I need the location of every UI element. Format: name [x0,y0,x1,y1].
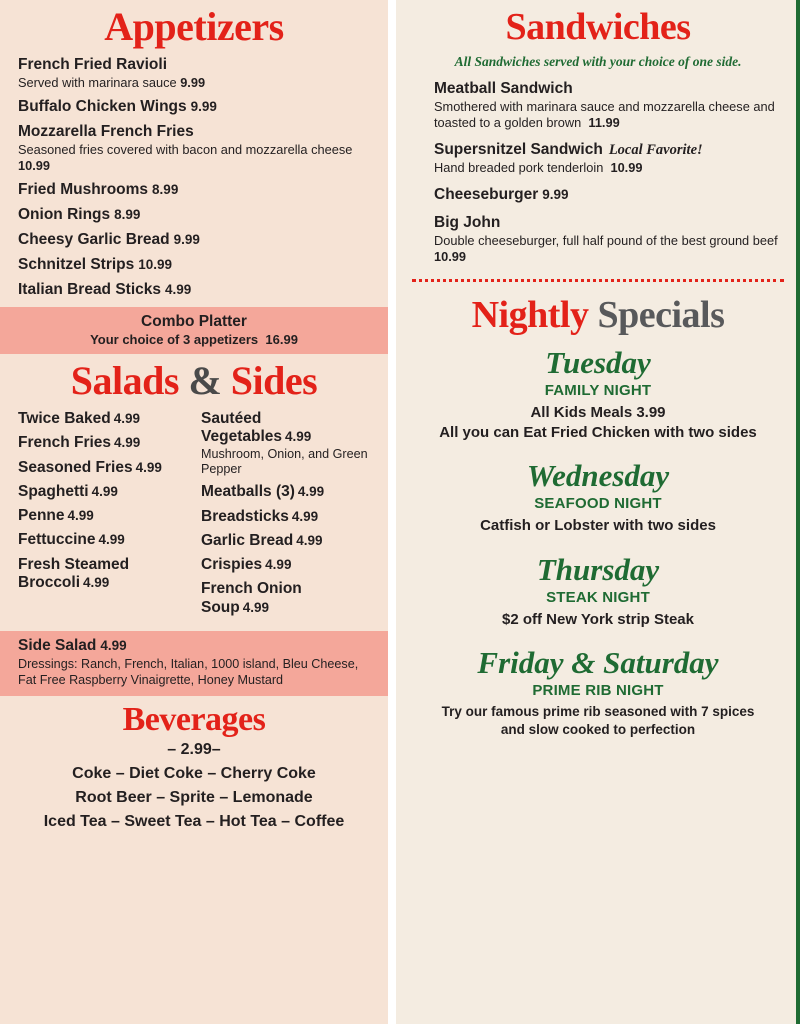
menu-item [18,281,370,299]
item-name: Seasoned Fries [18,458,133,476]
item-price: 4.99 [98,532,125,548]
beverages-line: Iced Tea – Sweet Tea – Hot Tea – Coffee [43,813,345,831]
item-price: 9.99 [180,75,206,90]
item-name: French Fries [18,434,112,452]
menu-item [201,580,370,617]
menu-item [18,410,187,428]
item-name: Meatballs (3) [201,483,295,501]
menu-item [201,410,370,477]
side-salad-callout [0,631,388,696]
menu-item [201,483,370,501]
special-day: Tuesday [545,344,651,380]
item-name: Onion Rings [18,205,111,223]
beverages-heading: Beverages [122,700,266,738]
beverages-line: Root Beer – Sprite – Lemonade [75,789,313,807]
menu-item [18,56,370,91]
item-price: 10.99 [18,157,51,173]
item-price: 4.99 [100,637,127,653]
item-name: Side Salad [18,636,97,654]
menu-item [434,186,784,204]
menu-item [18,507,187,525]
item-desc: Dressings: Ranch, French, Italian, 1000 island, Bleu Cheese, Fat Free Raspberry Vinaigrette, Honey Mustard [18,656,359,688]
item-desc: Smothered with marinara sauce and mozzarella cheese and toasted to a golden brown 11.99 [434,98,775,130]
item-name: Mozzarella French Fries [18,122,194,140]
item-price: 4.99 [242,599,270,615]
menu-item [18,556,187,593]
sandwiches-heading: Sandwiches [505,6,691,48]
item-price: 4.99 [114,435,141,451]
combo-platter-callout [0,307,388,354]
item-name: Fried Mushrooms [18,180,149,198]
menu-item [18,434,187,452]
item-name: Big John [434,213,501,231]
dotted-divider [412,279,784,282]
item-price: 4.99 [83,574,110,590]
item-name: French Onion Soup [201,580,302,616]
special-thursday [412,553,784,630]
special-day: Thursday [536,551,660,587]
menu-item [434,141,784,176]
menu-item [18,181,370,199]
menu-item [18,483,187,501]
special-line: Catfish or Lobster with two sides [480,517,716,535]
item-price: 4.99 [285,429,312,445]
item-desc: Hand breaded pork tenderloin 10.99 [434,159,643,175]
item-name: Fettuccine [18,531,96,549]
item-name: Breadsticks [201,507,289,525]
special-friday-saturday [412,646,784,740]
item-price: 9.99 [190,98,217,114]
item-price: 4.99 [91,483,118,499]
nightly-specials-heading: Nightly Specials [471,293,725,336]
item-desc: Seasoned fries covered with bacon and mozzarella cheese 10.99 [18,141,353,173]
menu-item [18,123,370,174]
item-price: 4.99 [135,459,162,475]
item-name: Supersnitzel Sandwich [434,140,603,158]
item-name: Penne [18,507,65,525]
item-price: 4.99 [297,484,325,500]
sandwiches-note: All Sandwiches served with your choice of one side. [454,53,742,69]
item-price: 10.99 [610,159,643,175]
item-price: 4.99 [165,281,192,297]
item-name: Fresh Steamed Broccoli [18,555,130,591]
item-desc: Double cheeseburger, full half pound of the best ground beef 10.99 [434,232,778,264]
item-price: 4.99 [291,508,319,524]
item-name: Spaghetti [18,482,89,500]
item-name: Sautéed Vegetables [201,409,282,446]
salads-sides-list [18,410,370,623]
sandwiches-list [412,80,784,265]
special-line: All Kids Meals 3.99 [530,403,666,421]
item-price: 4.99 [67,508,94,524]
beverages-price: – 2.99– [167,741,221,759]
special-line: $2 off New York strip Steak [501,610,694,628]
item-name: Cheeseburger [434,185,539,203]
item-price: 10.99 [138,256,173,272]
menu-item [434,214,784,265]
special-day: Friday & Saturday [477,644,719,680]
left-column [0,0,388,1024]
menu-item [18,98,370,116]
appetizers-heading: Appetizers [104,4,284,49]
item-price: 16.99 [265,331,298,347]
item-name: Twice Baked [18,409,111,427]
item-name: French Fried Ravioli [18,56,168,73]
item-name: Cheesy Garlic Bread [18,230,170,248]
menu-item [18,256,370,274]
salads-column-2 [201,410,370,623]
menu-item [434,80,784,131]
item-price: 4.99 [296,532,323,548]
item-price: 11.99 [588,114,620,130]
salads-column-1 [18,410,187,623]
salads-sides-heading: Salads & Sides [70,357,318,403]
item-price: 4.99 [113,410,141,426]
item-price: 10.99 [434,248,467,264]
menu-item [18,206,370,224]
menu-item [18,231,370,249]
menu-item [201,532,370,550]
item-name: Garlic Bread [201,531,294,549]
special-subtitle: SEAFOOD NIGHT [534,495,662,513]
item-price: 8.99 [114,206,141,222]
beverages-line: Coke – Diet Coke – Cherry Coke [72,765,316,783]
item-tag: Local Favorite! [608,141,703,158]
item-name: Crispies [201,556,263,574]
menu-item [201,556,370,574]
item-desc: Mushroom, Onion, and Green Pepper [201,446,368,476]
special-subtitle: FAMILY NIGHT [544,381,652,399]
column-divider [388,0,396,1024]
item-price: 9.99 [542,186,569,202]
special-line: and slow cooked to perfection [500,722,696,738]
item-price: 4.99 [265,557,292,573]
special-line: All you can Eat Fried Chicken with two sides [439,424,757,442]
item-name: Italian Bread Sticks [18,280,162,298]
menu-item [201,508,370,526]
special-wednesday [412,459,784,536]
item-desc: Your choice of 3 appetizers 16.99 [90,331,298,347]
special-subtitle: PRIME RIB NIGHT [532,682,664,700]
item-desc: Served with marinara sauce 9.99 [18,75,206,90]
special-tuesday [412,346,784,444]
special-day: Wednesday [526,458,670,494]
special-line: Try our famous prime rib seasoned with 7 spices [441,704,755,720]
menu-item [18,459,187,477]
item-name: Meatball Sandwich [434,79,573,97]
menu-item [18,531,187,549]
item-name: Combo Platter [141,312,247,330]
item-price: 9.99 [173,231,200,247]
special-subtitle: STEAK NIGHT [546,588,650,606]
item-price: 8.99 [152,181,179,197]
appetizers-list [18,56,370,299]
item-name: Buffalo Chicken Wings [18,97,187,115]
right-column [396,0,800,1024]
item-name: Schnitzel Strips [18,255,135,273]
